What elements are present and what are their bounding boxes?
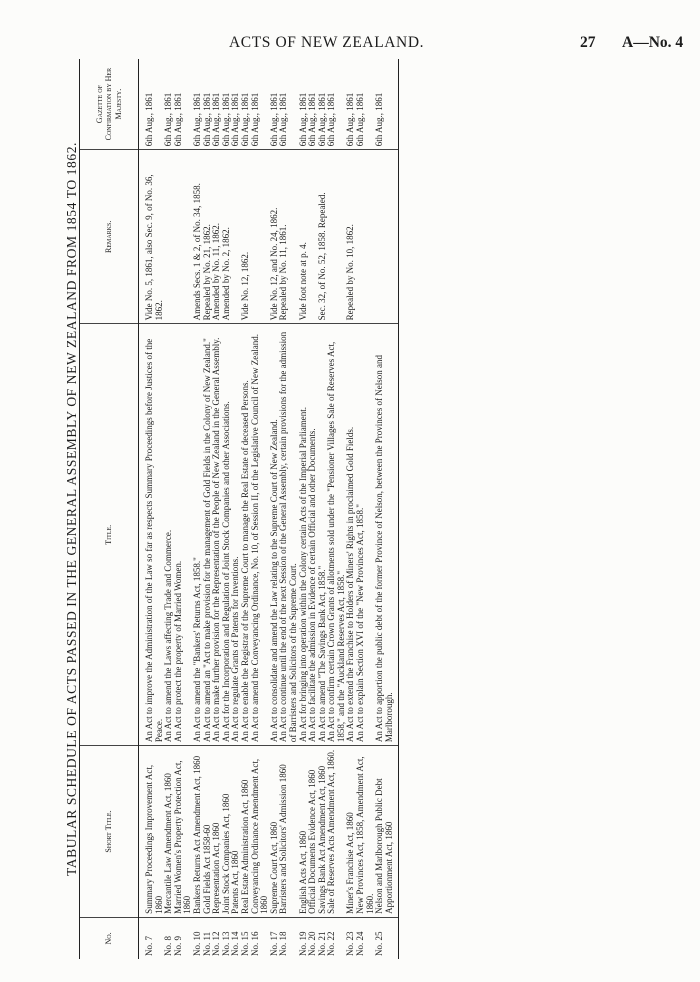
act-title-cell: An Act for the Incorporation and Regulation of Joint Stock Companies and other Associations. [222,324,232,746]
schedule-sheet [59,59,679,959]
table-row [356,59,375,959]
column-header-title: Title. [80,324,139,746]
act-title-cell: An Act to facilitate the admission in Evidence of certain Official and other Documents. [308,324,318,746]
act-title-cell: An Act to explain Section XVI of the "New Provinces Act, 1858." [356,324,375,746]
remarks-cell [356,150,375,324]
act-title-cell: An Act to improve the Administration of the Law so far as respects Summary Proceedings before Justices of the Peace. [139,324,165,746]
short-title-cell: New Provinces Act, 1858, Amendment Act, 1860. [356,746,375,918]
remarks-cell: Amends Secs. 1 & 2, of No. 34, 1858. [193,150,203,324]
column-header-remarks: Remarks. [80,150,139,324]
gazette-date-cell: 6th Aug., 1861 [203,59,213,150]
act-number-cell: No. 11 [201,931,212,956]
remarks-cell [164,150,174,324]
act-title-cell: An Act to regulate Grants of Patents for Inventions. [231,324,241,746]
gazette-date-cell: 6th Aug., 1861 [231,59,241,150]
table-row [139,59,165,959]
short-title-cell: Real Estate Administration Act, 1860 [241,746,251,918]
act-title-cell: An Act to confirm certain Crown Grants of allotments sold under the "Pensioner Villages Sale of Reserves Act, 1858," and the "Auckland Reserves Act, 1858." [327,324,346,746]
act-title-cell: An Act to amend the "Bankers' Returns Act, 1858." [193,324,203,746]
gazette-date-cell: 6th Aug., 1861 [174,59,193,150]
short-title-cell: Official Documents Evidence Act, 1860 [308,746,318,918]
remarks-cell [174,150,193,324]
remarks-cell [251,150,270,324]
act-number-cell: No. 17 [268,931,279,956]
rotated-schedule [59,59,679,959]
gazette-date-cell: 6th Aug., 1861 [375,59,399,150]
table-row [327,59,346,959]
remarks-cell: Repealed by No. 21, 1862. [203,150,213,324]
short-title-cell: Savings Bank Act Amendment Act, 1860 [318,746,328,918]
act-number-cell: No. 16 [249,931,260,956]
page-number: 27 [580,34,596,51]
act-title-cell: An Act to amend "The Savings Bank Act, 1858." [318,324,328,746]
table-row [279,59,298,959]
act-number-cell: No. 13 [220,931,231,956]
column-header-gazette: Gazette of Confirmation by Her Majesty. [80,59,139,150]
remarks-cell: Repealed by No. 11, 1861. [279,150,298,324]
short-title-cell: Conveyancing Ordinance Amendment Act, 1860 [251,746,270,918]
act-number-cell: No. 8 [163,936,174,956]
act-title-cell: An Act to amend the Laws affecting Trade and Commerce. [164,324,174,746]
acts-schedule-table [79,59,399,959]
gazette-date-cell: 6th Aug., 1861 [308,59,318,150]
act-number-cell: No. 20 [307,931,318,956]
short-title-cell: Married Women's Property Protection Act, 1860 [174,746,193,918]
table-row [375,59,399,959]
table-row [174,59,193,959]
gazette-date-cell: 6th Aug., 1861 [164,59,174,150]
remarks-cell: Vide No. 5, 1861, also Sec. 9, of No. 36, 1862. [139,150,165,324]
remarks-cell [327,150,346,324]
table-header-row [80,59,139,959]
page-header [0,34,700,60]
document-reference: A—No. 4 [622,34,684,51]
gazette-date-cell: 6th Aug., 1861 [139,59,165,150]
act-number-cell: No. 24 [355,931,366,956]
gazette-date-cell: 6th Aug., 1861 [279,59,298,150]
act-number-cell: No. 19 [297,931,308,956]
act-number-cell: No. 23 [345,931,356,956]
act-title-cell: An Act to amend an "Act to make provision for the management of Gold Fields in the Colony of New Zealand." [203,324,213,746]
short-title-cell: Gold Fields Act 1858-60 [203,746,213,918]
act-title-cell: An Act to amend the Conveyancing Ordinance, No. 10, of Session II, of the Legislative Council of New Zealand. [251,324,270,746]
act-number-cell: No. 12 [211,931,222,956]
act-number-cell: No. 18 [278,931,289,956]
act-number-cell: No. 21 [316,931,327,956]
gazette-date-cell: 6th Aug., 1861 [212,59,222,150]
gazette-date-cell: 6th Aug., 1861 [356,59,375,150]
act-number-cell: No. 15 [239,931,250,956]
act-title-cell: An Act to make further provision for the Representation of the People of New Zealand in the General Assembly. [212,324,222,746]
gazette-date-cell: 6th Aug., 1861 [299,59,309,150]
short-title-cell: Patents Act, 1860 [231,746,241,918]
table-caption: TABULAR SCHEDULE OF ACTS PASSED IN THE GENERAL ASSEMBLY OF NEW ZEALAND FROM 1854 TO 1862. [64,141,79,877]
short-title-cell: Barristers and Solicitors' Admission 1860 [279,746,298,918]
act-number-cell: No. 14 [230,931,241,956]
short-title-cell: Representation Act, 1860 [212,746,222,918]
gazette-date-cell: 6th Aug., 1861 [327,59,346,150]
remarks-cell: Amended by No. 11, 1862. [212,150,222,324]
column-header-short-title: Short Title. [80,746,139,918]
short-title-cell: Nelson and Marlborough Public Debt Apportionment Act, 1860 [375,746,399,918]
remarks-cell: Amended by No. 2, 1862. [222,150,232,324]
act-title-cell: An Act to continue until the end of the next Session of the General Assembly, certain provisions for the admission of Barristers and Solicitors of the Supreme Court. [279,324,298,746]
gazette-date-cell: 6th Aug., 1861 [251,59,270,150]
gazette-date-cell: 6th Aug., 1861 [222,59,232,150]
act-title-cell: An Act for bringing into operation within the Colony certain Acts of the Imperial Parliament. [299,324,309,746]
page-title: ACTS OF NEW ZEALAND. [229,34,425,51]
short-title-cell: Summary Proceedings Improvement Act, 1860 [139,746,165,918]
table-row [251,59,270,959]
remarks-cell: Vide No. 12, and No. 24, 1862. [270,150,280,324]
gazette-date-cell: 6th Aug., 1861 [193,59,203,150]
act-number-cell: No. 22 [326,931,337,956]
short-title-cell: Miner's Franchise Act, 1860 [346,746,356,918]
short-title-cell: English Acts Act, 1860 [299,746,309,918]
table-body [139,59,399,959]
remarks-cell: Vide foot note at p. 4. [299,150,309,324]
act-number-cell: No. 7 [144,936,154,956]
gazette-date-cell: 6th Aug., 1861 [318,59,328,150]
act-title-cell: An Act to extend the Franchise to Holders of Miners' Rights in proclaimed Gold Fields. [346,324,356,746]
gazette-date-cell: 6th Aug., 1861 [241,59,251,150]
remarks-cell: Repealed by No. 10, 1862. [346,150,356,324]
gazette-date-cell: 6th Aug., 1861 [346,59,356,150]
remarks-cell [375,150,399,324]
act-title-cell: An Act to consolidate and amend the Law relating to the Supreme Court of New Zealand. [270,324,280,746]
act-number-cell: No. 25 [375,917,399,959]
short-title-cell: Bankers Returns Act Amendment Act, 1860 [193,746,203,918]
remarks-cell: Sec. 32, of No. 52, 1858. Repealed. [318,150,328,324]
act-title-cell: An Act to apportion the public debt of the former Province of Nelson, between the Provinces of Nelson and Marlborough. [375,324,399,746]
act-number-cell: No. 9 [172,936,183,956]
short-title-cell: Sale of Reserves Acts Amendment Act, 1860. [327,746,346,918]
gazette-date-cell: 6th Aug., 1861 [270,59,280,150]
short-title-cell: Joint Stock Companies Act, 1860 [222,746,232,918]
table-row [222,59,232,959]
short-title-cell: Mercantile Law Amendment Act, 1860 [164,746,174,918]
short-title-cell: Supreme Court Act, 1860 [270,746,280,918]
remarks-cell: Vide No. 12, 1862. [241,150,251,324]
column-header-no: No. [80,917,139,959]
act-title-cell: An Act to protect the property of Married Women. [174,324,193,746]
act-title-cell: An Act to enable the Registrar of the Supreme Court to manage the Real Estate of deceased Persons. [241,324,251,746]
act-number-cell: No. 10 [191,931,202,956]
